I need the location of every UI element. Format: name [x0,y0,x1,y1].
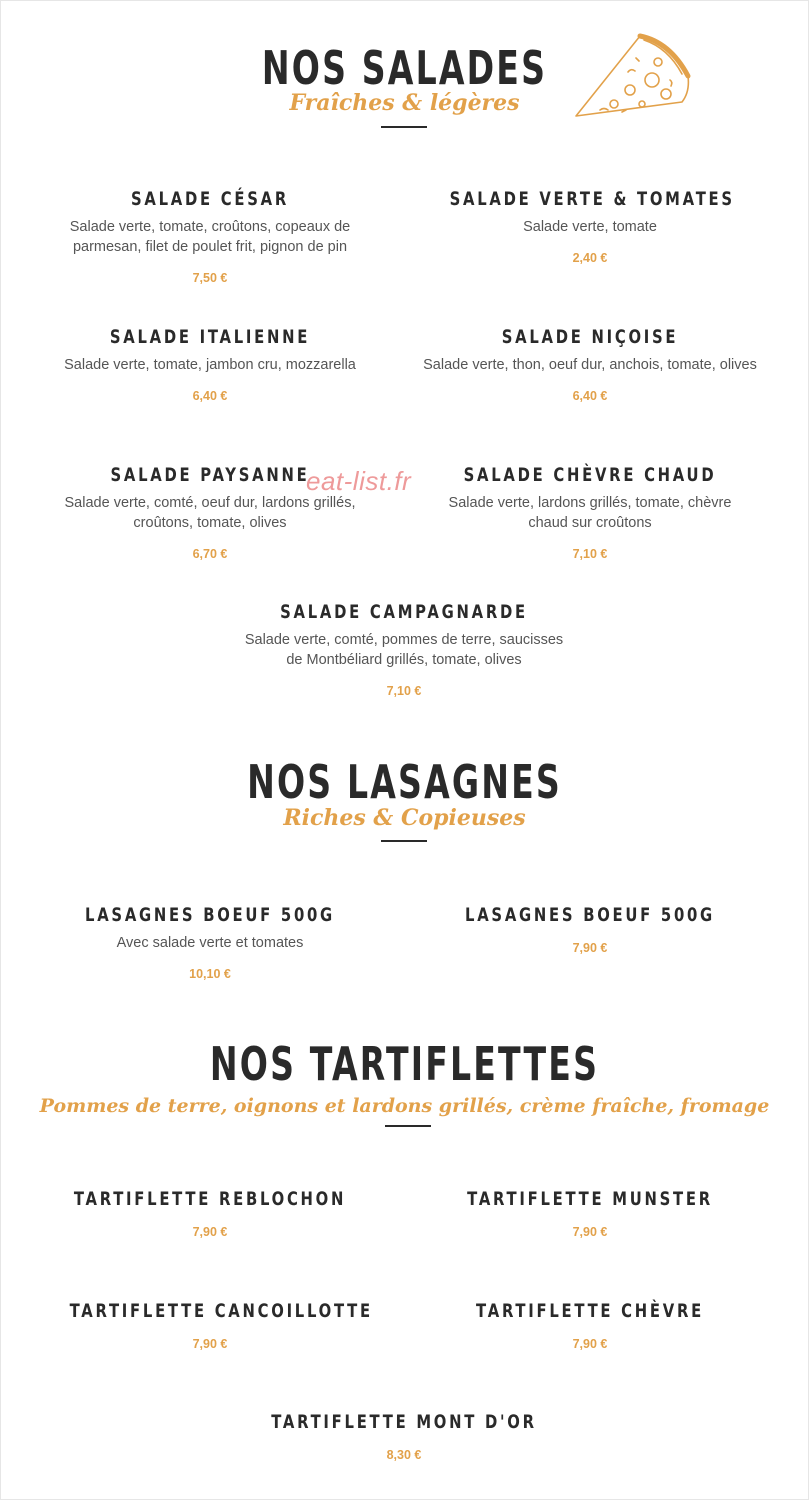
salades-subtitle: Fraîches & légères [289,90,520,116]
item-name: SALADE PAYSANNE [110,464,310,486]
item-price: 7,10 € [386,684,422,698]
menu-item-tartiflette-munster [410,1187,770,1239]
item-price: 7,10 € [572,547,608,561]
item-name: LASAGNES BOEUF 500G [85,904,335,926]
menu-item-tartiflette-reblochon [30,1187,390,1239]
menu-item-salade-chevre-chaud [410,463,770,561]
item-price: 2,40 € [572,251,608,265]
pizza-slice-icon [570,28,695,126]
item-description: Avec salade verte et tomates [116,935,304,951]
menu-item-tartiflette-chevre [410,1299,770,1351]
item-name: TARTIFLETTE CANCOILLOTTE [69,1300,373,1322]
menu-item-salade-italienne [30,325,390,403]
item-description: Salade verte, tomate, croûtons, copeaux de parmesan, filet de poulet frit, pignon de pin [69,219,351,255]
item-name: TARTIFLETTE CHÈVRE [476,1300,704,1322]
item-price: 6,40 € [192,389,228,403]
item-name: LASAGNES BOEUF 500G [465,904,715,926]
menu-item-lasagnes-boeuf-salade [30,903,390,981]
item-name: SALADE CHÈVRE CHAUD [463,464,717,486]
lasagnes-subtitle: Riches & Copieuses [283,805,526,831]
tartiflettes-subtitle: Pommes de terre, oignons et lardons grillés, crème fraîche, fromage [39,1095,770,1117]
menu-item-salade-nicoise [410,325,770,403]
menu-item-tartiflette-mont-dor [224,1410,584,1462]
watermark-text: eat-list.fr [306,466,412,496]
item-name: SALADE NIÇOISE [501,326,679,348]
item-name: TARTIFLETTE MUNSTER [467,1188,713,1210]
item-price: 8,30 € [386,1448,422,1462]
item-price: 7,90 € [572,1225,608,1239]
tartiflettes-title: NOS TARTIFLETTES [209,1037,600,1091]
item-name: SALADE VERTE & TOMATES [449,188,735,210]
item-price: 7,90 € [192,1225,228,1239]
item-price: 7,90 € [572,941,608,955]
item-price: 7,90 € [572,1337,608,1351]
item-name: SALADE ITALIENNE [109,326,311,348]
item-name: SALADE CÉSAR [131,188,289,210]
menu-item-salade-campagnarde [224,600,584,698]
item-name: TARTIFLETTE MONT D'OR [271,1411,537,1433]
menu-item-salade-verte-tomates [410,187,770,265]
item-description: Salade verte, thon, oeuf dur, anchois, tomate, olives [423,357,757,373]
item-price: 7,50 € [192,271,228,285]
item-name: TARTIFLETTE REBLOCHON [73,1188,347,1210]
item-description: Salade verte, comté, oeuf dur, lardons grillés, croûtons, tomate, olives [64,495,356,531]
menu-item-tartiflette-cancoillotte [30,1299,390,1351]
lasagnes-title: NOS LASAGNES [247,755,562,809]
salades-title: NOS SALADES [261,41,548,95]
tartiflettes-divider [385,1125,431,1127]
item-description: Salade verte, comté, pommes de terre, saucisses de Montbéliard grillés, tomate, olives [244,632,564,668]
item-name: SALADE CAMPAGNARDE [280,601,528,623]
item-description: Salade verte, tomate, jambon cru, mozzarella [64,357,356,373]
item-description: Salade verte, tomate [523,219,657,235]
item-price: 7,90 € [192,1337,228,1351]
item-price: 6,40 € [572,389,608,403]
item-description: Salade verte, lardons grillés, tomate, chèvre chaud sur croûtons [448,495,732,531]
menu-item-lasagnes-boeuf [410,903,770,955]
item-price: 6,70 € [192,547,228,561]
item-price: 10,10 € [189,967,231,981]
lasagnes-divider [381,840,427,842]
menu-item-salade-cesar [30,187,390,285]
salades-divider [381,126,427,128]
